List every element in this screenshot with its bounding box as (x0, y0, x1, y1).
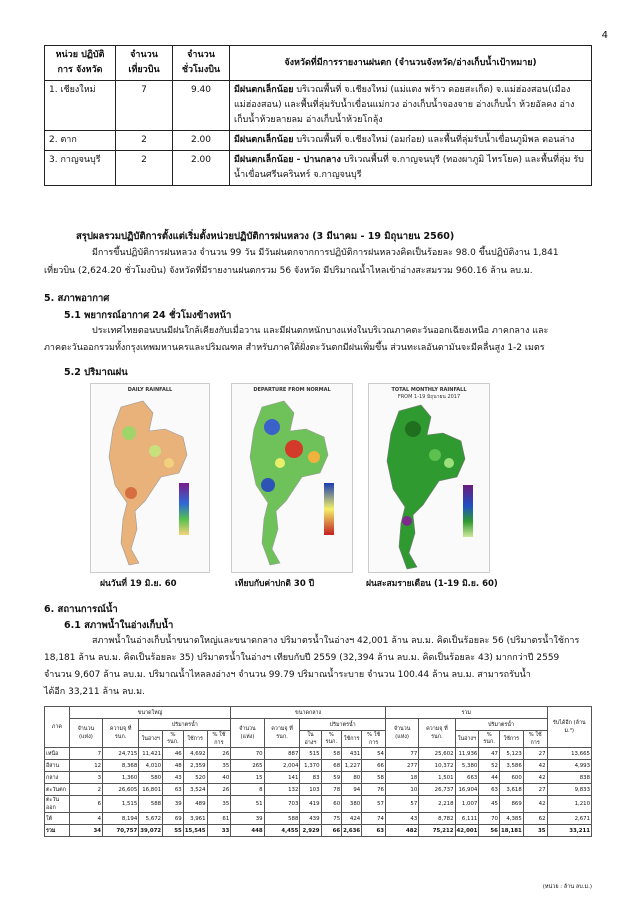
value-cell: 2,636 (342, 825, 362, 837)
value-cell: 43 (385, 813, 418, 825)
value-cell: 54 (362, 748, 386, 760)
value-cell: 6 (69, 796, 102, 813)
value-cell: 63 (163, 784, 184, 796)
region-cell: ใต้ (45, 813, 70, 825)
value-cell: 77 (385, 748, 418, 760)
region-header: ภาค (45, 707, 70, 748)
value-cell: 62 (523, 813, 547, 825)
large-group-header: ขนาดใหญ่ (69, 707, 231, 719)
flights-cell: 7 (116, 81, 173, 131)
value-cell: 70 (231, 748, 264, 760)
unit-cell: 1. เชียงใหม่ (45, 81, 116, 131)
value-cell: 1,370 (300, 760, 321, 772)
value-cell: 3,586 (499, 760, 523, 772)
value-cell: 83 (300, 772, 321, 784)
value-cell: 588 (264, 813, 300, 825)
value-cell: 27 (523, 748, 547, 760)
value-cell: 26,605 (103, 784, 139, 796)
value-cell: 4,385 (499, 813, 523, 825)
region-cell: ตะวันตก (45, 784, 70, 796)
value-cell: 43 (163, 772, 184, 784)
value-cell: 11,421 (139, 748, 163, 760)
departure-map (231, 383, 353, 573)
value-cell: 9,833 (547, 784, 591, 796)
value-cell: 34 (69, 825, 102, 837)
value-cell: 869 (499, 796, 523, 813)
forecast-subheading: 5.1 พยากรณ์อากาศ 24 ชั่วโมงข้างหน้า (64, 310, 232, 321)
value-cell: 70 (479, 813, 500, 825)
value-cell: 45 (479, 796, 500, 813)
value-cell: 838 (547, 772, 591, 784)
value-cell: 520 (183, 772, 207, 784)
monthly-rainfall-caption: ฝนสะสมรายเดือน (1-19 มิ.ย. 60) (366, 579, 498, 589)
map-title: DAILY RAINFALL (127, 387, 173, 393)
rain-level: มีฝนตกเล็กน้อย - ปานกลาง (234, 155, 341, 165)
hours-cell: 2.00 (173, 131, 230, 151)
value-cell: 60 (321, 796, 342, 813)
value-cell: 8,194 (103, 813, 139, 825)
value-cell: 265 (231, 760, 264, 772)
value-cell: 15 (231, 772, 264, 784)
value-cell: 42 (523, 796, 547, 813)
table-row (45, 760, 592, 772)
value-cell: 59 (321, 772, 342, 784)
value-cell: 66 (362, 760, 386, 772)
value-cell: 78 (321, 784, 342, 796)
value-cell: 39 (163, 796, 184, 813)
table-row (45, 748, 592, 760)
value-cell: 57 (385, 796, 418, 813)
value-cell: 16,904 (455, 784, 479, 796)
value-cell: 15,545 (183, 825, 207, 837)
pct-usable-header: % ใช้การ (207, 731, 231, 748)
value-cell: 663 (455, 772, 479, 784)
value-cell: 35 (207, 796, 231, 813)
receive-header: รับได้อีก (ล้าน ม.³) (547, 707, 591, 748)
value-cell: 35 (207, 760, 231, 772)
value-cell: 489 (183, 796, 207, 813)
rain-level: มีฝนตกเล็กน้อย (234, 135, 294, 145)
count-header: จำนวน (แห่ง) (231, 719, 264, 748)
value-cell: 703 (264, 796, 300, 813)
map-subtitle: FROM 1-19 มิถุนายน 2017 (397, 394, 461, 400)
value-cell: 424 (342, 813, 362, 825)
value-cell: 2,004 (264, 760, 300, 772)
thailand-map-shape (369, 401, 489, 571)
value-cell: 69 (163, 813, 184, 825)
total-group-header: รวม (385, 707, 547, 719)
value-cell: 1,007 (455, 796, 479, 813)
reservoir-line-1: สภาพน้ำในอ่างเก็บน้ำขนาดใหญ่และขนาดกลาง ปริมาตรน้ำในอ่างฯ 42,001 ล้าน ลบ.ม. คิดเป็นร้อยละ 56 (ปริมาตรน้ำใช้การ (92, 636, 580, 646)
total-row (45, 825, 592, 837)
pct-header: % รนก. (479, 731, 500, 748)
value-cell: 58 (362, 772, 386, 784)
value-cell: 76 (362, 784, 386, 796)
thailand-map-shape (232, 393, 352, 569)
value-cell: 40 (207, 772, 231, 784)
value-cell: 588 (139, 796, 163, 813)
value-cell: 515 (300, 748, 321, 760)
count-header: จำนวน (แห่ง) (69, 719, 102, 748)
value-cell: 70,757 (103, 825, 139, 837)
value-cell: 141 (264, 772, 300, 784)
value-cell: 10,372 (419, 760, 455, 772)
value-cell: 431 (342, 748, 362, 760)
forecast-line-2: ภาคตะวันออกรวมทั้งกรุงเทพมหานครและปริมณฑล สำหรับภาคใต้ฝั่งตะวันตกมีฝนเพิ่มขึ้น ส่วนทะเลอันดามันจะมีคลื่นสูง 1-2 เมตร (44, 343, 545, 353)
value-cell: 277 (385, 760, 418, 772)
value-cell: 42 (523, 760, 547, 772)
monthly-rainfall-map (368, 383, 490, 573)
medium-group-header: ขนาดกลาง (231, 707, 386, 719)
value-cell: 132 (264, 784, 300, 796)
region-cell: เหนือ (45, 748, 70, 760)
reservoir-line-3: จำนวน 9,607 ล้าน ลบ.ม. ปริมาณน้ำไหลลงอ่างฯ จำนวน 99.79 ปริมาณน้ำระบาย จำนวน 100.44 ล้าน ลบ.ม. สามารถรับน้ำ (44, 670, 531, 680)
value-cell: 80 (342, 772, 362, 784)
value-cell: 8,368 (103, 760, 139, 772)
table-header-row (45, 707, 592, 719)
water-heading: 6. สถานการณ์น้ำ (44, 604, 118, 615)
value-cell: 1,210 (547, 796, 591, 813)
rain-area: บริเวณพื้นที่ จ.เชียงใหม่ (แม่แตง พร้าว ดอยสะเก็ด) จ.แม่ฮ่องสอน(เมือง แม่ฮ่องสอน) และพื้นที่ลุ่มรับน้ำเขื่อนแม่กวง อ่างเก็บน้ำจองจาย อ่างเก็บน้ำ ห้วยอัลคง อ่างเก็บน้ำห้วยลายลม อ่างเก็บน้ำห้วยโกลุ้ง (234, 85, 575, 125)
value-cell: 11,936 (455, 748, 479, 760)
value-cell: 63 (362, 825, 386, 837)
value-cell: 24,715 (103, 748, 139, 760)
value-cell: 7 (69, 748, 102, 760)
value-cell: 12 (69, 760, 102, 772)
value-cell: 74 (362, 813, 386, 825)
flights-cell: 2 (116, 131, 173, 151)
value-cell: 3,618 (499, 784, 523, 796)
rain-report-cell (230, 131, 592, 151)
value-cell: 66 (321, 825, 342, 837)
map-title: DEPARTURE FROM NORMAL (253, 387, 331, 393)
reservoir-subheading: 6.1 สภาพน้ำในอ่างเก็บน้ำ (64, 620, 174, 631)
value-cell: 27 (523, 784, 547, 796)
value-cell: 39,072 (139, 825, 163, 837)
value-cell: 5,380 (455, 760, 479, 772)
value-cell: 1,227 (342, 760, 362, 772)
table-header-row (45, 719, 592, 731)
value-cell: 8 (231, 784, 264, 796)
value-cell: 18 (385, 772, 418, 784)
hours-cell: 9.40 (173, 81, 230, 131)
value-cell: 4,692 (183, 748, 207, 760)
inres-header: ในอ่างฯ (455, 731, 479, 748)
usable-header: ใช้การ (342, 731, 362, 748)
value-cell: 63 (479, 784, 500, 796)
value-cell: 33,211 (547, 825, 591, 837)
value-cell: 2,359 (183, 760, 207, 772)
value-cell: 3 (69, 772, 102, 784)
capacity-header: ความจุ ที่ รนก. (264, 719, 300, 748)
col-flights-header: จำนวน เที่ยวบิน (116, 46, 173, 81)
region-cell: รวม (45, 825, 70, 837)
value-cell: 5,672 (139, 813, 163, 825)
value-cell: 887 (264, 748, 300, 760)
value-cell: 600 (499, 772, 523, 784)
value-cell: 3,524 (183, 784, 207, 796)
value-cell: 75,212 (419, 825, 455, 837)
forecast-line-1: ประเทศไทยตอนบนมีฝนใกล้เคียงกับเมื่อวาน และมีฝนตกหนักบางแห่งในบริเวณภาคตะวันออกเฉียงเหนือ ภาคกลาง และ (92, 326, 549, 336)
value-cell: 26,737 (419, 784, 455, 796)
count-header: จำนวน (แห่ง) (385, 719, 418, 748)
page-number: 4 (601, 30, 608, 41)
value-cell: 4,010 (139, 760, 163, 772)
thailand-map-shape (91, 393, 209, 569)
value-cell: 1,515 (103, 796, 139, 813)
value-cell: 103 (300, 784, 321, 796)
value-cell: 419 (300, 796, 321, 813)
value-cell: 57 (362, 796, 386, 813)
region-cell: ตะวันออก (45, 796, 70, 813)
value-cell: 42 (523, 772, 547, 784)
table-header-row (45, 46, 592, 81)
value-cell: 55 (163, 825, 184, 837)
value-cell: 439 (300, 813, 321, 825)
value-cell: 33 (207, 825, 231, 837)
value-cell: 2,671 (547, 813, 591, 825)
table-row (45, 772, 592, 784)
value-cell: 46 (163, 748, 184, 760)
value-cell: 26 (207, 748, 231, 760)
value-cell: 26 (207, 784, 231, 796)
rain-level: มีฝนตกเล็กน้อย (234, 85, 294, 95)
value-cell: 42,001 (455, 825, 479, 837)
reservoir-line-2: 18,181 ล้าน ลบ.ม. คิดเป็นร้อยละ 35) ปริมาตรน้ำในอ่างฯ เทียบกับปี 2559 (32,394 ล้าน ลบ.ม. คิดเป็นร้อยละ 43) มากกว่าปี 2559 (44, 653, 560, 663)
value-cell: 2 (69, 784, 102, 796)
value-cell: 58 (321, 748, 342, 760)
value-cell: 380 (342, 796, 362, 813)
value-cell: 8,782 (419, 813, 455, 825)
value-cell: 5,123 (499, 748, 523, 760)
value-cell: 10 (385, 784, 418, 796)
unit-cell: 3. กาญจนบุรี (45, 151, 116, 186)
table-row (45, 81, 592, 131)
value-cell: 4,455 (264, 825, 300, 837)
pct-header: % รนก. (163, 731, 184, 748)
summary-title: สรุปผลรวมปฏิบัติการตั้งแต่เริ่มตั้งหน่วยปฏิบัติการฝนหลวง (3 มีนาคม - 19 มิถุนายน 2560) (76, 231, 455, 242)
operations-table (44, 45, 592, 186)
value-cell: 3,961 (183, 813, 207, 825)
value-cell: 94 (342, 784, 362, 796)
value-cell: 2,929 (300, 825, 321, 837)
pct-usable-header: % ใช้การ (523, 731, 547, 748)
map-title: TOTAL MONTHLY RAINFALL (391, 387, 467, 393)
table-row (45, 813, 592, 825)
unit-note: (หน่วย : ล้าน ลบ.ม.) (542, 884, 592, 890)
value-cell: 580 (139, 772, 163, 784)
value-cell: 482 (385, 825, 418, 837)
value-cell: 44 (479, 772, 500, 784)
flights-cell: 2 (116, 151, 173, 186)
pct-header: % รนก. (321, 731, 342, 748)
value-cell: 4 (69, 813, 102, 825)
col-rain-report-header: จังหวัดที่มีการรายงานฝนตก (จำนวนจังหวัด/อ่างเก็บน้ำเป้าหมาย) (230, 46, 592, 81)
col-hours-header: จำนวน ชั่วโมงบิน (173, 46, 230, 81)
value-cell: 4,993 (547, 760, 591, 772)
value-cell: 75 (321, 813, 342, 825)
volume-header: ปริมาตรน้ำ (300, 719, 386, 731)
value-cell: 13,665 (547, 748, 591, 760)
usable-header: ใช้การ (499, 731, 523, 748)
value-cell: 25,602 (419, 748, 455, 760)
value-cell: 68 (321, 760, 342, 772)
table-row (45, 796, 592, 813)
rain-report-cell (230, 81, 592, 131)
rainfall-subheading: 5.2 ปริมาณฝน (64, 367, 128, 378)
rain-report-cell (230, 151, 592, 186)
rain-area: บริเวณพื้นที่ จ.เชียงใหม่ (อมก๋อย) และพื้นที่ลุ่มรับน้ำเขื่อนภูมิพล ตอนล่าง (293, 135, 575, 145)
pct-usable-header: % ใช้การ (362, 731, 386, 748)
capacity-header: ความจุ ที่ รนก. (419, 719, 455, 748)
volume-header: ปริมาตรน้ำ (455, 719, 547, 731)
value-cell: 48 (163, 760, 184, 772)
hours-cell: 2.00 (173, 151, 230, 186)
value-cell: 39 (231, 813, 264, 825)
value-cell: 51 (231, 796, 264, 813)
rain-area: บริเวณพื้นที่ จ.กาญจนบุรี (ทองผาภูมิ ไทรโยค) และพื้นที่ลุ่ม รับน้ำเขื่อนศรีนครินทร์ จ.กาญจนบุรี (234, 155, 584, 180)
value-cell: 52 (479, 760, 500, 772)
reservoir-table (44, 706, 592, 837)
region-cell: อีสาน (45, 760, 70, 772)
value-cell: 2,218 (419, 796, 455, 813)
value-cell: 6,111 (455, 813, 479, 825)
volume-header: ปริมาตรน้ำ (139, 719, 231, 731)
value-cell: 47 (479, 748, 500, 760)
value-cell: 61 (207, 813, 231, 825)
daily-rainfall-map (90, 383, 210, 573)
value-cell: 448 (231, 825, 264, 837)
value-cell: 56 (479, 825, 500, 837)
value-cell: 1,501 (419, 772, 455, 784)
summary-line-1: มีการขึ้นปฏิบัติการฝนหลวง จำนวน 99 วัน มีวันฝนตกจากการปฏิบัติการฝนหลวงคิดเป็นร้อยละ 98.0 ขึ้นปฏิบัติงาน 1,841 (92, 248, 559, 258)
weather-heading: 5. สภาพอากาศ (44, 293, 110, 304)
daily-rainfall-caption: ฝนวันที่ 19 มิ.ย. 60 (100, 579, 177, 589)
departure-caption: เทียบกับค่าปกติ 30 ปี (235, 579, 315, 589)
value-cell: 1,360 (103, 772, 139, 784)
value-cell: 16,801 (139, 784, 163, 796)
inres-header: ในอ่างฯ (139, 731, 163, 748)
col-unit-header: หน่วย ปฏิบัติการ จังหวัด (45, 46, 116, 81)
summary-line-2: เที่ยวบิน (2,624.20 ชั่วโมงบิน) จังหวัดที่มีรายงานฝนตกรวม 56 จังหวัด มีปริมาณน้ำไหลเข้าอ่างสะสมรวม 960.16 ล้าน ลบ.ม. (44, 266, 533, 276)
table-row (45, 151, 592, 186)
value-cell: 18,181 (499, 825, 523, 837)
value-cell: 35 (523, 825, 547, 837)
table-row (45, 131, 592, 151)
inres-header: ในอ่างฯ (300, 731, 321, 748)
capacity-header: ความจุ ที่ รนก. (103, 719, 139, 748)
table-row (45, 784, 592, 796)
unit-cell: 2. ตาก (45, 131, 116, 151)
usable-header: ใช้การ (183, 731, 207, 748)
reservoir-line-4: ได้อีก 33,211 ล้าน ลบ.ม. (44, 687, 145, 697)
region-cell: กลาง (45, 772, 70, 784)
